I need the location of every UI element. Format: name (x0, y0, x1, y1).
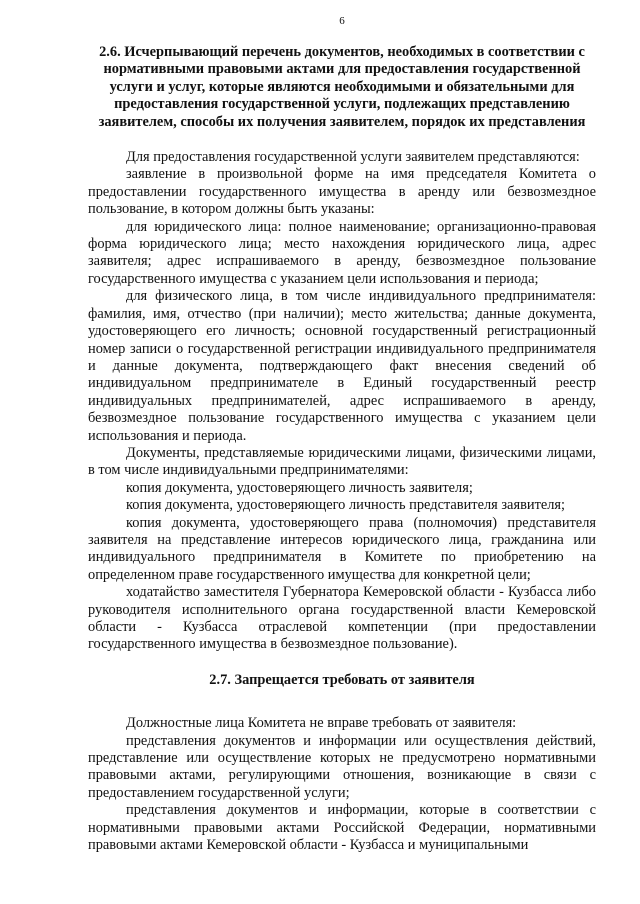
paragraph: Документы, представляемые юридическими лицами, физическими лицами, в том числе индивидуальными предпринимателями: (88, 444, 596, 479)
paragraph: Для предоставления государственной услуги заявителем представляются: (126, 149, 580, 166)
section-2-6-heading: 2.6. Исчерпывающий перечень документов, необходимых в соответствии с нормативными правовыми актами для предоставления государственной услуги и услуг, которые являются необходимыми и обязательными для предоставления государственной услуги, подлежащих представлению заявителем, способы их получения заявителем, порядок их представления (98, 44, 586, 130)
paragraph: представления документов и информации или осуществления действий, представление или осуществление которых не предусмотрено нормативными правовыми актами, регулирующими отношения, возникающие в связи с предоставлением государственной услуги; (88, 732, 596, 801)
section-2-7-heading: 2.7. Запрещается требовать от заявителя (209, 671, 475, 688)
paragraph: заявление в произвольной форме на имя председателя Комитета о предоставлении государственного имущества в аренду или безвозмездное пользование, в котором должны быть указаны: (88, 166, 596, 218)
paragraph: копия документа, удостоверяющего права (полномочия) представителя заявителя на представление интересов юридического лица, гражданина или индивидуального предпринимателя в Комитете по приобретению на определенном праве государственного имущества для конкретной цели; (88, 514, 596, 583)
paragraph: для физического лица, в том числе индивидуального предпринимателя: фамилия, имя, отчество (при наличии); место жительства; данные документа, удостоверяющего его личность; основной государственный регистрационный номер записи о государственной регистрации индивидуального предпринимателя и данные документа, подтверждающего факт внесения сведений об индивидуальном предпринимателе в Единый государственный реестр индивидуальных предпринимателей, адрес испрашиваемого в аренду, безвозмездное пользование государственного имущества с указанием цели использования и периода. (88, 288, 596, 444)
page-number: 6 (339, 15, 345, 27)
paragraph: представления документов и информации, которые в соответствии с нормативными правовыми актами Российской Федерации, нормативными правовыми актами Кемеровской области - Кузбасса и муниципальными (88, 802, 596, 854)
paragraph: ходатайство заместителя Губернатора Кемеровской области - Кузбасса либо руководителя исполнительного органа государственной власти Кемеровской области - Кузбасса отраслевой компетенции (при предоставлении государственного имущества в безвозмездное пользование). (88, 584, 596, 653)
paragraph: Должностные лица Комитета не вправе требовать от заявителя: (126, 715, 517, 732)
paragraph: для юридического лица: полное наименование; организационно-правовая форма юридического лица; место нахождения юридического лица, адрес заявителя; адрес испрашиваемого в аренду, безвозмездное пользование государственного имущества с указанием цели использования и периода; (88, 218, 596, 287)
paragraph: копия документа, удостоверяющего личность представителя заявителя; (126, 497, 566, 514)
paragraph: копия документа, удостоверяющего личность заявителя; (126, 479, 473, 496)
section-2-7-body (88, 715, 596, 854)
section-2-6-body (88, 149, 596, 654)
